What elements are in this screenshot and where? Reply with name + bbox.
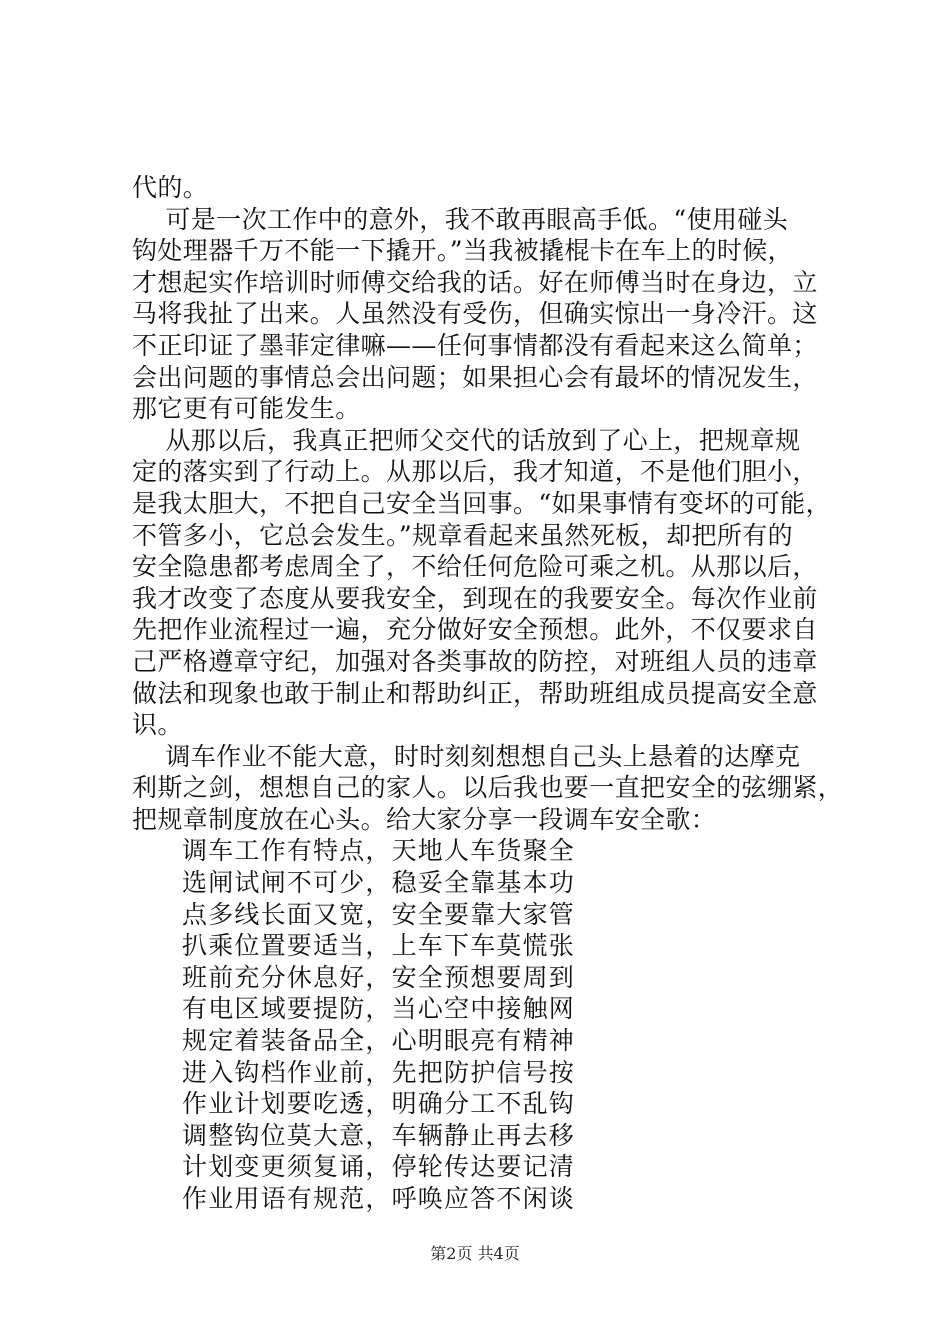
body-line: 定的落实到了行动上。从那以后，我才知道，不是他们胆小， (132, 457, 818, 487)
poem-line: 扒乘位置要适当，上车下车莫慌张 (182, 931, 576, 961)
body-line: 先把作业流程过一遍，充分做好安全预想。此外，不仅要求自 (132, 615, 818, 645)
body-line: 从那以后，我真正把师父交代的话放到了心上，把规章规 (132, 425, 801, 455)
body-line: 安全隐患都考虑周全了，不给任何危险可乘之机。从那以后， (132, 552, 818, 582)
poem-line: 作业用语有规范，呼唤应答不闲谈 (182, 1184, 576, 1213)
poem-line: 班前充分休息好，安全预想要周到 (182, 962, 576, 992)
body-line: 识。 (132, 710, 183, 740)
body-line: 做法和现象也敢于制止和帮助纠正，帮助班组成员提高安全意 (132, 678, 818, 708)
body-line: 不管多小，它总会发生。”规章看起来虽然死板，却把所有的 (132, 520, 794, 550)
body-line: 是我太胆大，不把自己安全当回事。“如果事情有变坏的可能， (132, 488, 831, 518)
poem-line: 选闸试闸不可少，稳妥全靠基本功 (182, 868, 576, 898)
body-line: 钩处理器千万不能一下撬开。”当我被撬棍卡在车上的时候， (132, 236, 794, 266)
body-line: 那它更有可能发生。 (132, 394, 361, 424)
body-line: 调车作业不能大意，时时刻刻想想自己头上悬着的达摩克 (132, 741, 801, 771)
body-line: 会出问题的事情总会出问题；如果担心会有最坏的情况发生， (132, 362, 818, 392)
body-line: 我才改变了态度从要我安全，到现在的我要安全。每次作业前 (132, 583, 818, 613)
body-line: 马将我扯了出来。人虽然没有受伤，但确实惊出一身冷汗。这 (132, 299, 818, 329)
document-body (132, 172, 844, 1215)
body-line: 把规章制度放在心头。给大家分享一段调车安全歌： (132, 804, 717, 834)
poem-line: 调整钩位莫大意，车辆静止再去移 (182, 1120, 576, 1150)
poem-line: 作业计划要吃透，明确分工不乱钩 (182, 1089, 576, 1119)
body-line: 不正印证了墨菲定律嘛——任何事情都没有看起来这么简单； (132, 330, 818, 360)
poem-line: 点多线长面又宽，安全要靠大家管 (182, 899, 576, 929)
poem-line: 有电区域要提防，当心空中接触网 (182, 994, 576, 1024)
page-number-footer: 第2页 共4页 (430, 1244, 520, 1263)
body-line: 己严格遵章守纪，加强对各类事故的防控，对班组人员的违章 (132, 646, 818, 676)
body-line: 利斯之剑，想想自己的家人。以后我也要一直把安全的弦绷紧， (132, 773, 844, 803)
poem-line: 调车工作有特点，天地人车货聚全 (182, 836, 576, 866)
poem-line: 计划变更须复诵，停轮传达要记清 (182, 1152, 576, 1182)
poem-line: 规定着装备品全，心明眼亮有精神 (182, 1026, 576, 1056)
poem-line: 进入钩档作业前，先把防护信号按 (182, 1057, 576, 1087)
body-line: 可是一次工作中的意外，我不敢再眼高手低。“使用碰头 (132, 204, 789, 234)
body-line: 代的。 (132, 173, 209, 202)
body-line: 才想起实作培训时师傅交给我的话。好在师傅当时在身边，立 (132, 267, 818, 297)
